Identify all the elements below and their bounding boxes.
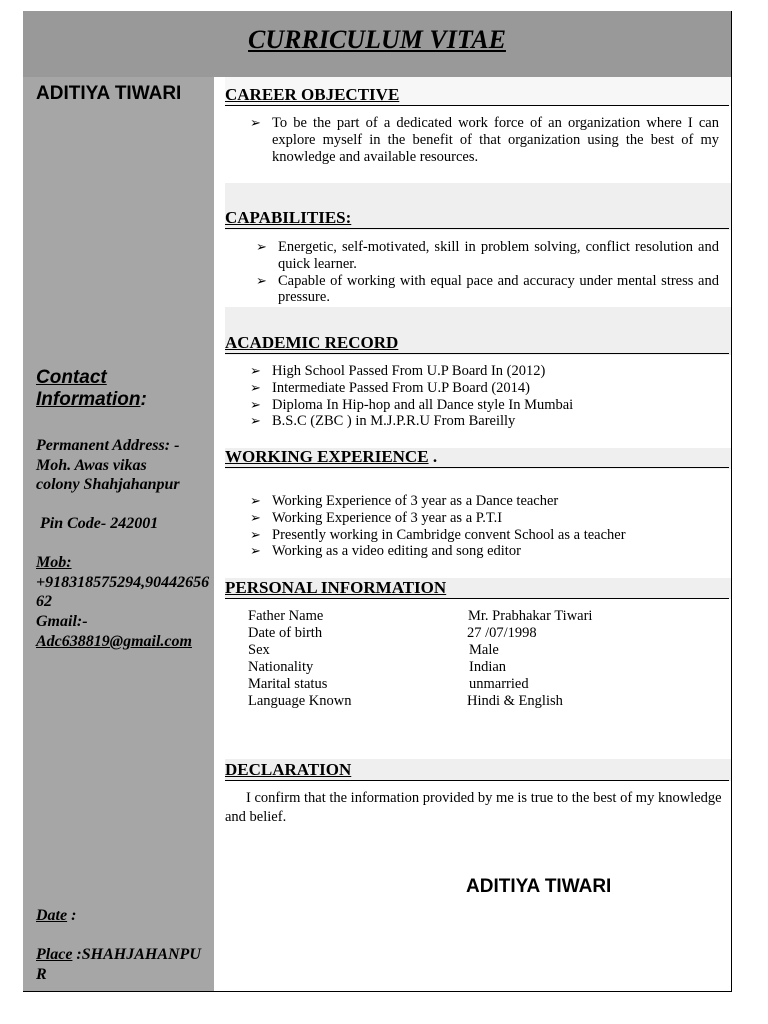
experience-list (250, 493, 719, 560)
list-item-text: B.S.C (ZBC ) in M.J.P.R.U From Bareilly (272, 413, 516, 430)
section-title-capabilities (225, 208, 729, 229)
info-label: Date of birth (248, 625, 323, 641)
list-item-text: Capable of working with equal pace and accuracy under mental stress and pressure. (278, 272, 719, 306)
list-item (250, 413, 719, 430)
section-title-declaration (225, 760, 729, 781)
list-item-text: Diploma In Hip-hop and all Dance style In Mumbai (272, 396, 574, 413)
info-value: unmarried (469, 676, 529, 692)
address-line: colony Shahjahanpur (36, 476, 180, 493)
list-item (250, 509, 719, 527)
declaration-text: I confirm that the information provided by me is true to the best of my knowledge and belief. (225, 790, 722, 825)
arrow-bullet-icon: ➢ (250, 526, 261, 542)
date-field (36, 906, 211, 926)
contact-heading-text: Contact Information (36, 367, 141, 410)
section-title-text: ACADEMIC RECORD (225, 333, 399, 352)
header-bar (23, 11, 731, 77)
mobile-number: +918318575294,9044265662 (36, 573, 210, 610)
list-item (250, 379, 719, 397)
info-value: Indian (469, 659, 507, 675)
address-label: Permanent Address: - (36, 437, 180, 454)
section-title-personal (225, 578, 729, 599)
info-label: Nationality (248, 659, 314, 675)
arrow-bullet-icon: ➢ (250, 543, 261, 559)
arrow-bullet-icon: ➢ (250, 115, 261, 130)
list-item-text: Intermediate Passed From U.P Board (2014) (272, 379, 530, 396)
career-list (250, 115, 719, 165)
date-suffix: : (67, 907, 77, 924)
arrow-bullet-icon: ➢ (250, 509, 261, 525)
list-item-text: Energetic, self-motivated, skill in problem solving, conflict resolution and quick learner. (278, 239, 719, 272)
contact-heading-colon: : (140, 389, 147, 410)
arrow-bullet-icon: ➢ (250, 413, 261, 429)
section-title-experience (225, 447, 729, 468)
list-item (250, 396, 719, 414)
list-item-text: High School Passed From U.P Board In (2012) (272, 363, 546, 379)
section-title-text: CAPABILITIES: (225, 208, 352, 227)
email-block (36, 612, 211, 651)
list-item (250, 115, 719, 165)
academic-list (250, 363, 719, 430)
list-item-text: Working as a video editing and song editor (272, 543, 521, 560)
arrow-bullet-icon: ➢ (250, 396, 261, 412)
sidebar-name: ADITIYA TIWARI (36, 83, 182, 104)
section-title-career (225, 85, 729, 106)
list-item (250, 363, 719, 380)
list-item (250, 543, 719, 560)
list-item-text: Working Experience of 3 year as a P.T.I (272, 509, 503, 526)
info-value: Hindi & English (467, 693, 563, 709)
contact-heading (36, 367, 211, 411)
info-value: Mr. Prabhakar Tiwari (468, 608, 593, 624)
section-title-text: PERSONAL INFORMATION (225, 578, 447, 597)
phone-block (36, 553, 211, 612)
email-address[interactable]: Adc638819@gmail.com (36, 632, 192, 650)
date-label: Date (36, 907, 68, 924)
place-field (36, 945, 211, 984)
list-item-text: Working Experience of 3 year as a Dance teacher (272, 493, 559, 509)
list-item (250, 526, 719, 544)
address-line: Moh. Awas vikas (36, 456, 147, 474)
place-label: Place (36, 946, 73, 963)
capabilities-list (256, 239, 719, 306)
section-title-text: CAREER OBJECTIVE (225, 85, 400, 104)
info-label: Father Name (248, 608, 324, 624)
section-title-academic (225, 333, 729, 354)
section-title-suffix: . (428, 447, 438, 466)
arrow-bullet-icon: ➢ (256, 272, 267, 288)
arrow-bullet-icon: ➢ (250, 363, 261, 378)
arrow-bullet-icon: ➢ (250, 379, 261, 395)
info-label: Language Known (248, 693, 352, 709)
page-title: CURRICULUM VITAE (248, 25, 506, 54)
signature-name: ADITIYA TIWARI (466, 876, 612, 897)
info-label: Marital status (248, 676, 328, 692)
place-value: :SHAHJAHANPUR (36, 946, 201, 983)
list-item-text: To be the part of a dedicated work force of an organization where I can explore myself in the benefit of that organization using the best of my knowledge and available resources. (272, 115, 719, 165)
list-item (256, 272, 719, 307)
list-item (256, 239, 719, 273)
list-item (250, 493, 719, 510)
info-value: Male (469, 642, 499, 658)
pin-code: Pin Code- 242001 (40, 515, 159, 532)
sidebar (23, 77, 214, 991)
list-item-text: Presently working in Cambridge convent School as a teacher (272, 526, 626, 543)
arrow-bullet-icon: ➢ (250, 493, 261, 508)
mobile-label: Mob: (36, 554, 72, 571)
address-block (36, 436, 211, 495)
info-value: 27 /07/1998 (467, 625, 537, 641)
section-title-text: DECLARATION (225, 760, 352, 779)
section-title-text: WORKING EXPERIENCE (225, 447, 429, 466)
info-label: Sex (248, 642, 270, 658)
arrow-bullet-icon: ➢ (256, 239, 267, 254)
email-label: Gmail:- (36, 613, 88, 630)
